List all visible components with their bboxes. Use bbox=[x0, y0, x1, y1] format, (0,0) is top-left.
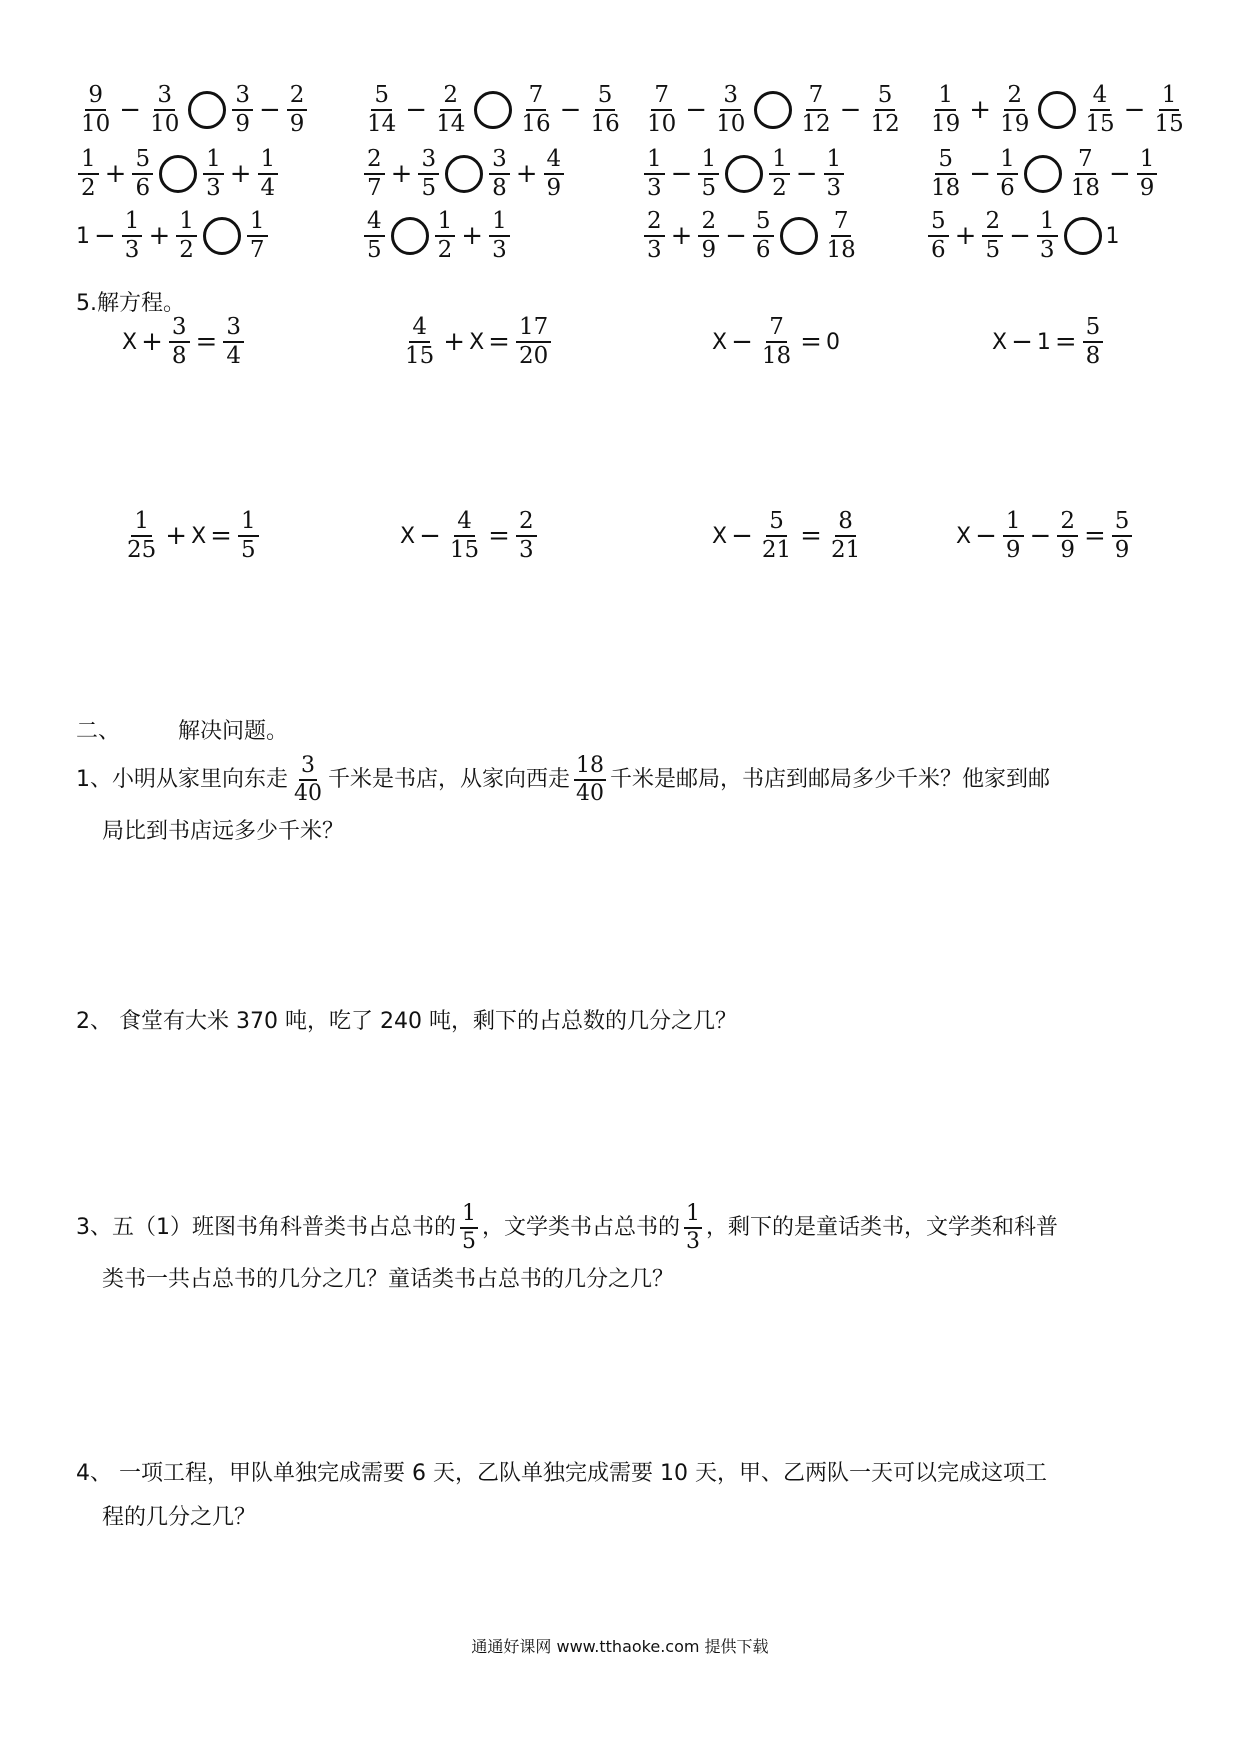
fraction bbox=[824, 210, 859, 262]
term: X bbox=[469, 329, 485, 355]
operator: − bbox=[731, 327, 753, 357]
fraction bbox=[828, 510, 863, 562]
fraction-denominator: 12 bbox=[870, 111, 900, 137]
fraction bbox=[713, 84, 748, 136]
fraction-denominator: 9 bbox=[1060, 537, 1075, 563]
fraction-numerator: 1 bbox=[176, 210, 197, 237]
fraction bbox=[753, 210, 774, 262]
operator: − bbox=[1029, 521, 1052, 551]
operator: + bbox=[461, 221, 484, 251]
fraction-numerator: 1 bbox=[247, 210, 268, 237]
equation bbox=[400, 316, 553, 368]
fraction-numerator: 4 bbox=[454, 510, 475, 537]
fraction bbox=[489, 210, 510, 262]
fraction-denominator: 5 bbox=[240, 537, 256, 563]
operator: + bbox=[141, 327, 163, 357]
problem-4-text-a: 4、 一项工程，甲队单独完成需要 6 天，乙队单独完成需要 10 天，甲、乙两队一天可以完成这项工 bbox=[76, 1461, 1047, 1486]
operator: − bbox=[685, 95, 708, 125]
fraction bbox=[402, 316, 437, 368]
fraction-numerator: 8 bbox=[835, 510, 856, 537]
section-2-number: 二、 bbox=[76, 719, 121, 744]
term: X bbox=[992, 329, 1008, 355]
operator: = bbox=[488, 327, 510, 357]
fraction-denominator: 9 bbox=[546, 175, 562, 201]
term: 1 bbox=[1036, 329, 1051, 355]
fraction-numerator: 3 bbox=[169, 316, 190, 343]
fraction-denominator: 16 bbox=[521, 111, 551, 137]
fraction-denominator: 18 bbox=[1070, 175, 1100, 201]
fraction-denominator: 25 bbox=[127, 537, 157, 563]
equation bbox=[992, 316, 1105, 368]
fraction-denominator: 10 bbox=[81, 111, 111, 137]
problem-1-text-b: 千米是书店，从家向西走 bbox=[328, 767, 571, 792]
fraction-denominator: 4 bbox=[226, 343, 241, 369]
fraction-numerator: 17 bbox=[516, 316, 551, 343]
operator: = bbox=[488, 521, 510, 551]
fraction-denominator: 2 bbox=[179, 237, 194, 263]
fraction-numerator: 1 bbox=[935, 84, 956, 111]
fraction-numerator: 5 bbox=[132, 148, 153, 175]
compare-circle-blank[interactable] bbox=[1024, 155, 1062, 193]
fraction bbox=[928, 148, 963, 200]
fraction-numerator: 3 bbox=[720, 84, 741, 111]
fraction-numerator: 3 bbox=[223, 316, 244, 343]
fraction-numerator: 1 bbox=[78, 148, 99, 175]
fraction-denominator: 4 bbox=[260, 175, 276, 201]
fraction-denominator: 2 bbox=[81, 175, 96, 201]
fraction-denominator: 19 bbox=[931, 111, 961, 137]
fraction bbox=[1057, 510, 1078, 562]
problem-1-fraction-1: $\frac{3}{40}$ bbox=[294, 753, 322, 806]
fraction-denominator: 7 bbox=[367, 175, 382, 201]
fraction-denominator: 7 bbox=[249, 237, 265, 263]
operator: − bbox=[731, 521, 753, 551]
fraction bbox=[287, 84, 308, 136]
operator: + bbox=[148, 221, 171, 251]
operator: + bbox=[104, 159, 127, 189]
fraction-denominator: 3 bbox=[518, 537, 534, 563]
fraction-numerator: 5 bbox=[595, 84, 616, 111]
fraction-denominator: 12 bbox=[801, 111, 831, 137]
section-2-heading bbox=[76, 714, 288, 745]
fraction bbox=[78, 148, 99, 200]
fraction bbox=[997, 84, 1032, 136]
fraction bbox=[1151, 84, 1186, 136]
fraction-denominator: 3 bbox=[1039, 237, 1055, 263]
operator: + bbox=[390, 159, 413, 189]
fraction-denominator: 5 bbox=[701, 175, 717, 201]
fraction bbox=[258, 148, 279, 200]
fraction-numerator: 1 bbox=[1137, 148, 1158, 175]
fraction-numerator: 5 bbox=[875, 84, 896, 111]
problem-1-text-c: 千米是邮局，书店到邮局多少千米？他家到邮 bbox=[610, 767, 1051, 792]
operator: − bbox=[670, 159, 693, 189]
operator: = bbox=[1083, 521, 1106, 551]
fraction-numerator: 5 bbox=[1112, 510, 1133, 537]
footer-source: 通通好课网 www.tthaoke.com 提供下载 bbox=[471, 1637, 769, 1656]
fraction bbox=[1082, 84, 1117, 136]
problem-3-text-d: 类书一共占总书的几分之几？童话类书占总书的几分之几？ bbox=[102, 1267, 675, 1292]
fraction bbox=[982, 210, 1003, 262]
fraction-denominator: 15 bbox=[449, 537, 480, 563]
fraction bbox=[867, 84, 902, 136]
fraction-numerator: 7 bbox=[766, 316, 787, 343]
fraction-denominator: 15 bbox=[1154, 111, 1184, 137]
compare-expression bbox=[362, 148, 566, 200]
fraction bbox=[176, 210, 197, 262]
compare-circle-blank[interactable] bbox=[1064, 217, 1102, 255]
fraction bbox=[587, 84, 622, 136]
fraction-numerator: 4 bbox=[544, 148, 565, 175]
fraction bbox=[122, 210, 143, 262]
fraction-numerator: 1 bbox=[258, 148, 279, 175]
compare-circle-blank[interactable] bbox=[474, 91, 512, 129]
compare-circle-blank[interactable] bbox=[159, 155, 197, 193]
fraction-numerator: 5 bbox=[935, 148, 956, 175]
problem-1-text-a: 1、小明从家里向东走 bbox=[76, 767, 288, 792]
section-2-title: 解决问题。 bbox=[178, 719, 289, 744]
term: X bbox=[956, 523, 972, 549]
operator: − bbox=[94, 221, 116, 251]
compare-expression bbox=[926, 148, 1159, 200]
fraction bbox=[132, 148, 153, 200]
compare-circle-blank[interactable] bbox=[780, 217, 818, 255]
fraction-denominator: 3 bbox=[124, 237, 140, 263]
fraction-denominator: 9 bbox=[1114, 537, 1130, 563]
fraction bbox=[997, 148, 1018, 200]
problem-4-text-b: 程的几分之几？ bbox=[102, 1505, 257, 1530]
operator: + bbox=[969, 95, 992, 125]
fraction-numerator: 3 bbox=[154, 84, 175, 111]
fraction-numerator: 5 bbox=[753, 210, 774, 237]
fraction-numerator: 1 bbox=[238, 510, 259, 537]
compare-expression bbox=[362, 210, 512, 262]
fraction-numerator: 1 bbox=[122, 210, 143, 237]
fraction-denominator: 3 bbox=[647, 175, 662, 201]
fraction bbox=[759, 316, 794, 368]
fraction-numerator: 2 bbox=[1004, 84, 1025, 111]
fraction-denominator: 18 bbox=[761, 343, 792, 369]
compare-expression bbox=[362, 84, 625, 136]
fraction bbox=[247, 210, 268, 262]
fraction bbox=[644, 210, 665, 262]
fraction bbox=[78, 84, 113, 136]
operator: − bbox=[795, 159, 818, 189]
fraction bbox=[1037, 210, 1058, 262]
equation bbox=[122, 510, 261, 562]
fraction bbox=[147, 84, 182, 136]
fraction-denominator: 18 bbox=[826, 237, 856, 263]
fraction-denominator: 10 bbox=[150, 111, 180, 137]
fraction bbox=[1137, 148, 1158, 200]
fraction bbox=[433, 84, 468, 136]
problem-2: 2、 食堂有大米 370 吨，吃了 240 吨，剩下的占总数的几分之几？ bbox=[76, 1009, 737, 1034]
fraction-denominator: 18 bbox=[931, 175, 961, 201]
fraction-denominator: 14 bbox=[436, 111, 466, 137]
problem-1-fraction-2: $\frac{18}{40}$ bbox=[576, 753, 605, 806]
equation bbox=[712, 510, 865, 562]
fraction bbox=[124, 510, 159, 562]
fraction bbox=[238, 510, 259, 562]
equation bbox=[956, 510, 1134, 562]
fraction-numerator: 2 bbox=[1057, 510, 1078, 537]
fraction bbox=[644, 84, 679, 136]
fraction-numerator: 2 bbox=[287, 84, 308, 111]
fraction bbox=[798, 84, 833, 136]
problem-1 bbox=[76, 748, 1176, 852]
fraction-numerator: 7 bbox=[651, 84, 672, 111]
fraction bbox=[644, 148, 665, 200]
operator: + bbox=[954, 221, 977, 251]
fraction-denominator: 3 bbox=[647, 237, 662, 263]
fraction bbox=[232, 84, 253, 136]
problem-4 bbox=[76, 1450, 1176, 1538]
compare-circle-blank[interactable] bbox=[754, 91, 792, 129]
section-5-title: 5.解方程。 bbox=[76, 291, 185, 316]
fraction-denominator: 2 bbox=[772, 175, 787, 201]
fraction-denominator: 10 bbox=[716, 111, 746, 137]
problem-3-text-c: ，剩下的是童话类书，文学类和科普 bbox=[706, 1215, 1059, 1240]
fraction-numerator: 7 bbox=[831, 210, 852, 237]
fraction bbox=[1112, 510, 1133, 562]
fraction bbox=[364, 148, 385, 200]
fraction-numerator: 1 bbox=[131, 510, 152, 537]
fraction-denominator: 5 bbox=[421, 175, 437, 201]
fraction-numerator: 4 bbox=[364, 210, 385, 237]
operator: = bbox=[195, 327, 218, 357]
fraction bbox=[435, 210, 456, 262]
fraction-numerator: 2 bbox=[516, 510, 537, 537]
fraction bbox=[928, 210, 949, 262]
compare-expression bbox=[76, 210, 270, 262]
operator: − bbox=[1109, 159, 1131, 189]
fraction-denominator: 9 bbox=[1139, 175, 1155, 201]
operator: − bbox=[975, 521, 997, 551]
compare-expression bbox=[642, 84, 905, 136]
fraction bbox=[169, 316, 190, 368]
fraction-numerator: 1 bbox=[997, 148, 1018, 175]
fraction-numerator: 2 bbox=[440, 84, 461, 111]
compare-expression bbox=[926, 210, 1120, 262]
compare-expression bbox=[76, 84, 309, 136]
fraction-denominator: 10 bbox=[647, 111, 677, 137]
fraction-denominator: 21 bbox=[830, 537, 861, 563]
compare-circle-blank[interactable] bbox=[391, 217, 429, 255]
compare-circle-blank[interactable] bbox=[1038, 91, 1076, 129]
term: X bbox=[191, 523, 207, 549]
fraction-denominator: 9 bbox=[1005, 537, 1021, 563]
compare-circle-blank[interactable] bbox=[188, 91, 226, 129]
fraction-denominator: 6 bbox=[1000, 175, 1015, 201]
fraction bbox=[516, 316, 551, 368]
compare-expression bbox=[642, 210, 861, 262]
operator: = bbox=[1054, 327, 1077, 357]
fraction bbox=[518, 84, 553, 136]
fraction-numerator: 4 bbox=[409, 316, 430, 343]
fraction-numerator: 5 bbox=[371, 84, 392, 111]
fraction bbox=[928, 84, 963, 136]
operator: = bbox=[800, 521, 822, 551]
equation bbox=[400, 510, 539, 562]
operator: + bbox=[670, 221, 693, 251]
operator: − bbox=[405, 95, 428, 125]
fraction-denominator: 5 bbox=[367, 237, 382, 263]
fraction bbox=[364, 84, 399, 136]
fraction bbox=[203, 148, 224, 200]
problem-3-fraction-1: $\frac{1}{5}$ bbox=[462, 1201, 476, 1254]
fraction-denominator: 2 bbox=[437, 237, 453, 263]
fraction-denominator: 20 bbox=[518, 343, 549, 369]
fraction-denominator: 9 bbox=[701, 237, 717, 263]
fraction bbox=[544, 148, 565, 200]
operator: − bbox=[419, 521, 441, 551]
fraction bbox=[759, 510, 794, 562]
operator: + bbox=[443, 327, 466, 357]
term: 1 bbox=[1105, 223, 1120, 249]
fraction bbox=[1003, 510, 1024, 562]
fraction-denominator: 9 bbox=[235, 111, 250, 137]
term: X bbox=[712, 523, 728, 549]
fraction-denominator: 16 bbox=[590, 111, 620, 137]
fraction-numerator: 7 bbox=[526, 84, 547, 111]
compare-circle-blank[interactable] bbox=[725, 155, 763, 193]
fraction-denominator: 8 bbox=[492, 175, 507, 201]
operator: + bbox=[165, 521, 188, 551]
fraction-numerator: 1 bbox=[435, 210, 456, 237]
fraction-numerator: 1 bbox=[644, 148, 665, 175]
compare-circle-blank[interactable] bbox=[203, 217, 241, 255]
fraction-numerator: 1 bbox=[1003, 510, 1024, 537]
fraction-numerator: 2 bbox=[644, 210, 665, 237]
fraction-denominator: 5 bbox=[985, 237, 1001, 263]
fraction-denominator: 21 bbox=[761, 537, 792, 563]
fraction bbox=[698, 210, 719, 262]
fraction-denominator: 14 bbox=[367, 111, 397, 137]
fraction-numerator: 1 bbox=[203, 148, 224, 175]
fraction-numerator: 2 bbox=[364, 148, 385, 175]
fraction bbox=[769, 148, 790, 200]
problem-3-fraction-2: $\frac{1}{3}$ bbox=[686, 1201, 701, 1254]
fraction-denominator: 8 bbox=[171, 343, 187, 369]
fraction-numerator: 7 bbox=[806, 84, 827, 111]
problem-1-text-d: 局比到书店远多少千米？ bbox=[102, 819, 345, 844]
equation bbox=[122, 316, 246, 368]
term: 1 bbox=[76, 223, 90, 249]
compare-expression bbox=[926, 84, 1189, 136]
fraction-numerator: 3 bbox=[489, 148, 510, 175]
operator: + bbox=[229, 159, 252, 189]
compare-expression bbox=[642, 148, 846, 200]
fraction-numerator: 5 bbox=[766, 510, 787, 537]
fraction-numerator: 1 bbox=[489, 210, 510, 237]
term: X bbox=[712, 329, 728, 355]
fraction-denominator: 8 bbox=[1085, 343, 1101, 369]
fraction-numerator: 1 bbox=[698, 148, 719, 175]
fraction bbox=[1083, 316, 1104, 368]
operator: − bbox=[119, 95, 142, 125]
problem-3-text-a: 3、五（1）班图书角科普类书占总书的 bbox=[76, 1215, 456, 1240]
fraction-denominator: 6 bbox=[755, 237, 771, 263]
fraction-numerator: 3 bbox=[418, 148, 439, 175]
fraction-numerator: 1 bbox=[1037, 210, 1058, 237]
fraction-numerator: 3 bbox=[232, 84, 253, 111]
fraction-denominator: 3 bbox=[826, 175, 842, 201]
fraction-denominator: 6 bbox=[135, 175, 151, 201]
fraction-denominator: 6 bbox=[931, 237, 946, 263]
fraction bbox=[516, 510, 537, 562]
fraction bbox=[1068, 148, 1103, 200]
equation bbox=[712, 316, 840, 368]
fraction-numerator: 2 bbox=[982, 210, 1003, 237]
term: X bbox=[400, 523, 416, 549]
fraction-numerator: 2 bbox=[698, 210, 719, 237]
fraction-numerator: 1 bbox=[1159, 84, 1180, 111]
operator: = bbox=[210, 521, 232, 551]
fraction-denominator: 19 bbox=[1000, 111, 1030, 137]
fraction bbox=[418, 148, 439, 200]
fraction-numerator: 9 bbox=[85, 84, 106, 111]
operator: − bbox=[559, 95, 582, 125]
operator: − bbox=[725, 221, 747, 251]
fraction-numerator: 4 bbox=[1090, 84, 1111, 111]
problem-3-text-b: ，文学类书占总书的 bbox=[482, 1215, 681, 1240]
fraction bbox=[489, 148, 510, 200]
operator: − bbox=[969, 159, 992, 189]
operator: − bbox=[1123, 95, 1146, 125]
operator: = bbox=[800, 327, 822, 357]
fraction bbox=[364, 210, 385, 262]
fraction bbox=[223, 316, 244, 368]
term: X bbox=[122, 329, 138, 355]
fraction-numerator: 7 bbox=[1075, 148, 1096, 175]
fraction bbox=[698, 148, 719, 200]
fraction-numerator: 5 bbox=[1083, 316, 1104, 343]
fraction-denominator: 15 bbox=[1085, 111, 1115, 137]
fraction-numerator: 5 bbox=[928, 210, 949, 237]
operator: + bbox=[515, 159, 538, 189]
compare-circle-blank[interactable] bbox=[445, 155, 483, 193]
operator: − bbox=[839, 95, 862, 125]
term: 0 bbox=[825, 329, 840, 355]
fraction bbox=[447, 510, 482, 562]
operator: − bbox=[1011, 327, 1033, 357]
fraction-denominator: 9 bbox=[289, 111, 305, 137]
operator: − bbox=[259, 95, 281, 125]
fraction bbox=[824, 148, 845, 200]
fraction-numerator: 1 bbox=[824, 148, 845, 175]
fraction-numerator: 1 bbox=[769, 148, 790, 175]
compare-expression bbox=[76, 148, 280, 200]
operator: − bbox=[1009, 221, 1031, 251]
fraction-denominator: 3 bbox=[206, 175, 221, 201]
fraction-denominator: 3 bbox=[492, 237, 507, 263]
problem-3 bbox=[76, 1196, 1176, 1300]
fraction-denominator: 15 bbox=[405, 343, 435, 369]
